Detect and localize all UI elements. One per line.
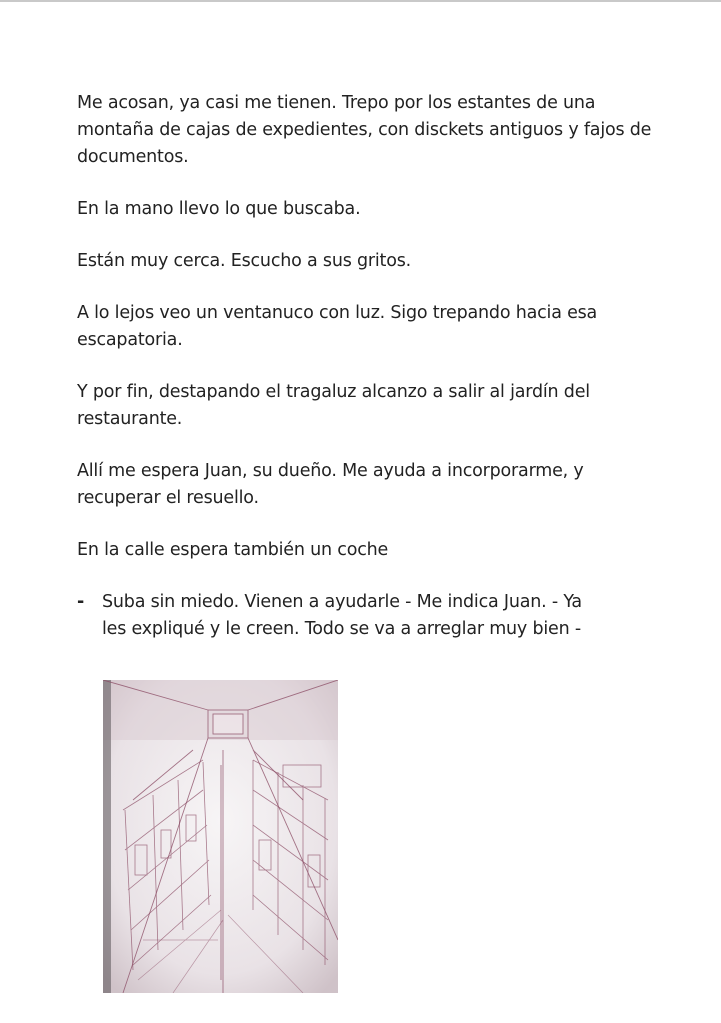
document-body (77, 90, 657, 643)
dialogue-bullet (77, 589, 657, 643)
left-edge-shadow (103, 680, 111, 993)
sketch-drawing (103, 680, 338, 993)
paragraph-2: En la mano llevo lo que buscaba. (77, 199, 361, 219)
pencil-sketch-image (103, 680, 338, 993)
paragraph-5: Y por fin, destapando el tragaluz alcanzo a salir al jardín del restaurante. (77, 382, 590, 429)
paragraph-7: En la calle espera también un coche (77, 540, 389, 560)
top-divider (0, 0, 721, 2)
paragraph-1: Me acosan, ya casi me tienen. Trepo por los estantes de una montaña de cajas de expedientes, con disckets antiguos y fajos de documentos. (77, 93, 652, 167)
paragraph-6: Allí me espera Juan, su dueño. Me ayuda a incorporarme, y recuperar el resuello. (77, 461, 584, 508)
paragraph-4: A lo lejos veo un ventanuco con luz. Sigo trepando hacia esa escapatoria. (77, 303, 598, 350)
paragraph-3: Están muy cerca. Escucho a sus gritos. (77, 251, 412, 271)
dialogue-dash: - (77, 592, 85, 612)
dialogue-line-2: les expliqué y le creen. Todo se va a arreglar muy bien - (102, 619, 581, 639)
dialogue-line-1: Suba sin miedo. Vienen a ayudarle - Me indica Juan. - Ya (102, 592, 582, 612)
